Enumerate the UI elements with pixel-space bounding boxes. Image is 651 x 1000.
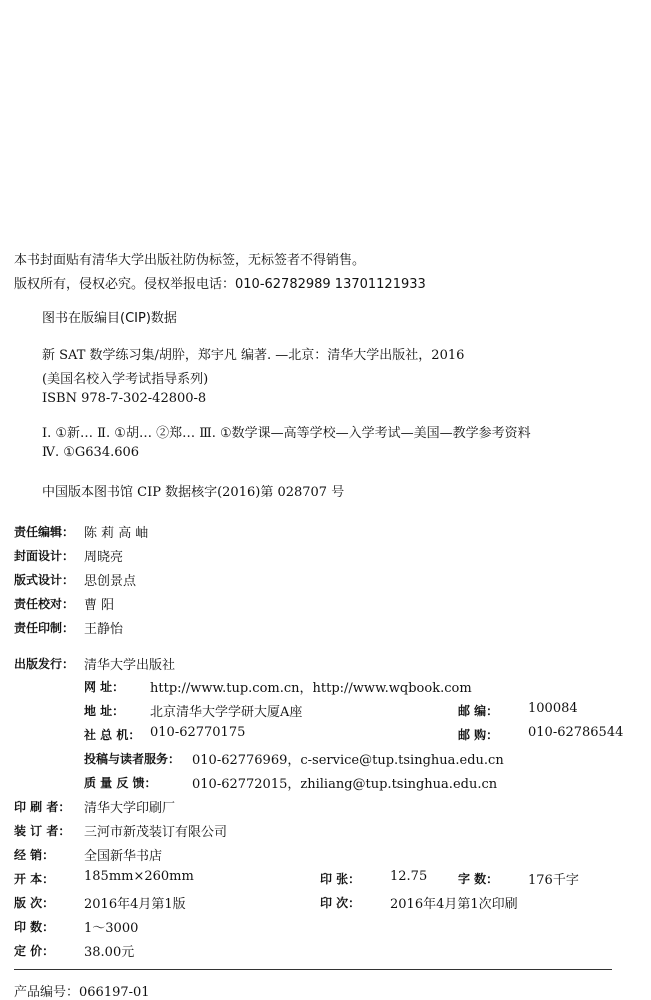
postcode-label: 邮 编： — [458, 704, 499, 718]
contribution-label: 投稿与读者服务： — [84, 752, 181, 766]
address-label: 地 址： — [84, 704, 125, 718]
distributor-value: 全国新华书店 — [84, 849, 163, 864]
edition-label: 版 次： — [14, 896, 55, 910]
printer-label: 印 刷 者： — [14, 800, 71, 814]
format-value: 185mm×260mm — [84, 869, 194, 884]
staff-value: 思创景点 — [84, 574, 137, 589]
website-label: 网 址： — [84, 680, 125, 694]
print-run-value: 1～3000 — [84, 921, 139, 936]
price-value: 38.00元 — [84, 945, 135, 960]
staff-label: 责任印制： — [14, 621, 75, 635]
staff-value: 周晓亮 — [84, 550, 124, 565]
sheets-value: 12.75 — [390, 869, 428, 884]
contribution-value: 010-62776969，c-service@tup.tsinghua.edu.cn — [192, 753, 504, 768]
address-value: 北京清华大学学研大厦A座 — [150, 705, 303, 720]
copyright-notice: 版权所有，侵权必究。侵权举报电话：010-62782989 13701121933 — [14, 277, 426, 292]
switchboard-value: 010-62770175 — [150, 725, 246, 740]
binder-value: 三河市新茂装订有限公司 — [84, 825, 228, 840]
publisher-name: 清华大学出版社 — [84, 658, 176, 673]
staff-label: 版式设计： — [14, 573, 75, 587]
mail-order-value: 010-62786544 — [528, 725, 624, 740]
staff-value: 曹 阳 — [84, 598, 115, 613]
distributor-label: 经 销： — [14, 848, 55, 862]
quality-feedback-value: 010-62772015，zhiliang@tup.tsinghua.edu.cn — [192, 777, 498, 792]
price-label: 定 价： — [14, 944, 55, 958]
impression-label: 印 次： — [320, 896, 361, 910]
cip-line: (美国名校入学考试指导系列) — [42, 372, 209, 387]
format-label: 开 本： — [14, 872, 55, 886]
divider — [14, 969, 612, 970]
website-value: http://www.tup.com.cn，http://www.wqbook.com — [150, 681, 472, 696]
cip-classification-number: Ⅳ. ①G634.606 — [42, 445, 140, 460]
binder-label: 装 订 者： — [14, 824, 71, 838]
cip-line: 新 SAT 数学练习集/胡肸，郑宇凡 编著. —北京：清华大学出版社，2016 — [42, 348, 465, 363]
sheets-label: 印 张： — [320, 872, 361, 886]
cip-isbn: ISBN 978-7-302-42800-8 — [42, 391, 207, 406]
postcode-value: 100084 — [528, 701, 578, 716]
cip-classification: Ⅰ. ①新… Ⅱ. ①胡… ②郑… Ⅲ. ①数学课—高等学校—入学考试—美国—教学参考资料 — [42, 426, 531, 441]
print-run-label: 印 数： — [14, 920, 55, 934]
product-code: 产品编号：066197-01 — [14, 985, 150, 1000]
switchboard-label: 社 总 机： — [84, 728, 141, 742]
cip-record-number: 中国版本图书馆 CIP 数据核字(2016)第 028707 号 — [42, 485, 345, 500]
word-count-label: 字 数： — [458, 872, 499, 886]
impression-value: 2016年4月第1次印刷 — [390, 897, 518, 912]
cip-heading: 图书在版编目(CIP)数据 — [42, 311, 177, 326]
staff-label: 责任校对： — [14, 597, 75, 611]
staff-value: 王静怡 — [84, 622, 124, 637]
publisher-label: 出版发行： — [14, 657, 75, 671]
staff-label: 责任编辑： — [14, 525, 75, 539]
staff-value: 陈 莉 高 岫 — [84, 526, 149, 541]
staff-label: 封面设计： — [14, 549, 75, 563]
word-count-value: 176千字 — [528, 873, 579, 888]
quality-feedback-label: 质 量 反 馈： — [84, 776, 157, 790]
mail-order-label: 邮 购： — [458, 728, 499, 742]
printer-value: 清华大学印刷厂 — [84, 801, 176, 816]
edition-value: 2016年4月第1版 — [84, 897, 186, 912]
anti-counterfeit-notice: 本书封面贴有清华大学出版社防伪标签，无标签者不得销售。 — [14, 253, 366, 268]
